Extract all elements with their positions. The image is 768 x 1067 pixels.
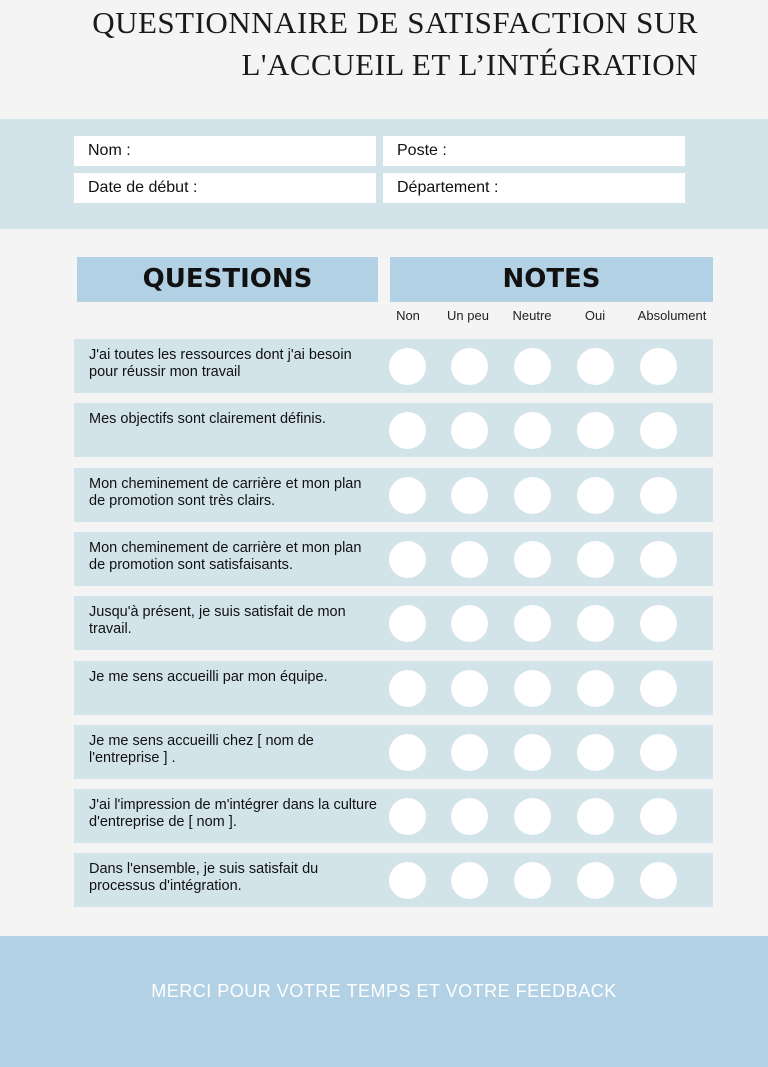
question-text: Jusqu'à présent, je suis satisfait de mon travail. — [89, 604, 346, 638]
scale-label: Oui — [584, 308, 606, 323]
rating-option-neutre[interactable] — [514, 348, 551, 385]
page-title — [58, 2, 698, 86]
rating-option-neutre[interactable] — [514, 605, 551, 642]
rating-option-neutre[interactable] — [514, 541, 551, 578]
rating-option-non[interactable] — [389, 541, 426, 578]
question-text: J'ai l'impression de m'intégrer dans la culture d'entreprise de [ nom ]. — [89, 797, 377, 831]
rating-option-un-peu[interactable] — [451, 862, 488, 899]
rating-option-absolument[interactable] — [640, 670, 677, 707]
rating-option-oui[interactable] — [577, 477, 614, 514]
title-line-1: QUESTIONNAIRE DE SATISFACTION SUR — [92, 5, 698, 40]
rating-option-non[interactable] — [389, 798, 426, 835]
question-row — [74, 339, 713, 393]
question-text: Dans l'ensemble, je suis satisfait du processus d'intégration. — [89, 861, 319, 895]
question-row — [74, 789, 713, 843]
rating-option-non[interactable] — [389, 605, 426, 642]
question-row — [74, 661, 713, 715]
question-text: Je me sens accueilli par mon équipe. — [89, 668, 328, 685]
question-row — [74, 853, 713, 907]
title-line-2: L'ACCUEIL ET L’INTÉGRATION — [241, 47, 698, 82]
rating-option-absolument[interactable] — [640, 862, 677, 899]
questions-header: QUESTIONS — [77, 257, 378, 302]
rating-option-neutre[interactable] — [514, 477, 551, 514]
rating-option-un-peu[interactable] — [451, 798, 488, 835]
rating-option-oui[interactable] — [577, 862, 614, 899]
question-text: Mon cheminement de carrière et mon plan de promotion sont très clairs. — [89, 475, 362, 509]
rating-option-non[interactable] — [389, 670, 426, 707]
rating-option-un-peu[interactable] — [451, 412, 488, 449]
rating-option-oui[interactable] — [577, 798, 614, 835]
rating-option-non[interactable] — [389, 734, 426, 771]
name-field[interactable]: Nom : — [74, 136, 376, 166]
scale-label: Un peu — [447, 308, 489, 323]
scale-label: Neutre — [512, 308, 552, 323]
rating-option-un-peu[interactable] — [451, 348, 488, 385]
start-date-field[interactable]: Date de début : — [74, 173, 376, 203]
rating-option-absolument[interactable] — [640, 477, 677, 514]
rating-option-non[interactable] — [389, 412, 426, 449]
rating-option-non[interactable] — [389, 348, 426, 385]
question-text: Mon cheminement de carrière et mon plan de promotion sont satisfaisants. — [89, 539, 362, 573]
position-field[interactable]: Poste : — [383, 136, 685, 166]
department-field[interactable]: Département : — [383, 173, 685, 203]
question-text: Mes objectifs sont clairement définis. — [89, 411, 326, 428]
question-row — [74, 725, 713, 779]
footer — [0, 936, 768, 1067]
rating-option-neutre[interactable] — [514, 734, 551, 771]
rating-option-un-peu[interactable] — [451, 477, 488, 514]
rating-option-un-peu[interactable] — [451, 541, 488, 578]
rating-option-oui[interactable] — [577, 734, 614, 771]
notes-header: NOTES — [390, 257, 713, 302]
question-text: J'ai toutes les ressources dont j'ai besoin pour réussir mon travail — [89, 347, 352, 380]
footer-text: MERCI POUR VOTRE TEMPS ET VOTRE FEEDBACK — [151, 981, 617, 1001]
rating-option-neutre[interactable] — [514, 670, 551, 707]
rating-option-oui[interactable] — [577, 348, 614, 385]
question-text: Je me sens accueilli chez [ nom de l'entreprise ] . — [89, 732, 314, 766]
rating-option-oui[interactable] — [577, 670, 614, 707]
rating-option-absolument[interactable] — [640, 412, 677, 449]
question-row — [74, 532, 713, 586]
rating-option-un-peu[interactable] — [451, 605, 488, 642]
scale-label: Non — [396, 308, 420, 323]
rating-option-absolument[interactable] — [640, 798, 677, 835]
rating-option-absolument[interactable] — [640, 605, 677, 642]
rating-option-un-peu[interactable] — [451, 670, 488, 707]
rating-option-absolument[interactable] — [640, 734, 677, 771]
question-row — [74, 403, 713, 457]
rating-option-un-peu[interactable] — [451, 734, 488, 771]
question-row — [74, 596, 713, 650]
rating-option-neutre[interactable] — [514, 862, 551, 899]
question-row — [74, 468, 713, 522]
rating-option-absolument[interactable] — [640, 348, 677, 385]
rating-option-oui[interactable] — [577, 605, 614, 642]
rating-option-oui[interactable] — [577, 412, 614, 449]
rating-option-absolument[interactable] — [640, 541, 677, 578]
rating-option-neutre[interactable] — [514, 412, 551, 449]
rating-option-neutre[interactable] — [514, 798, 551, 835]
rating-option-non[interactable] — [389, 477, 426, 514]
rating-option-oui[interactable] — [577, 541, 614, 578]
rating-option-non[interactable] — [389, 862, 426, 899]
scale-label: Absolument — [637, 308, 707, 323]
